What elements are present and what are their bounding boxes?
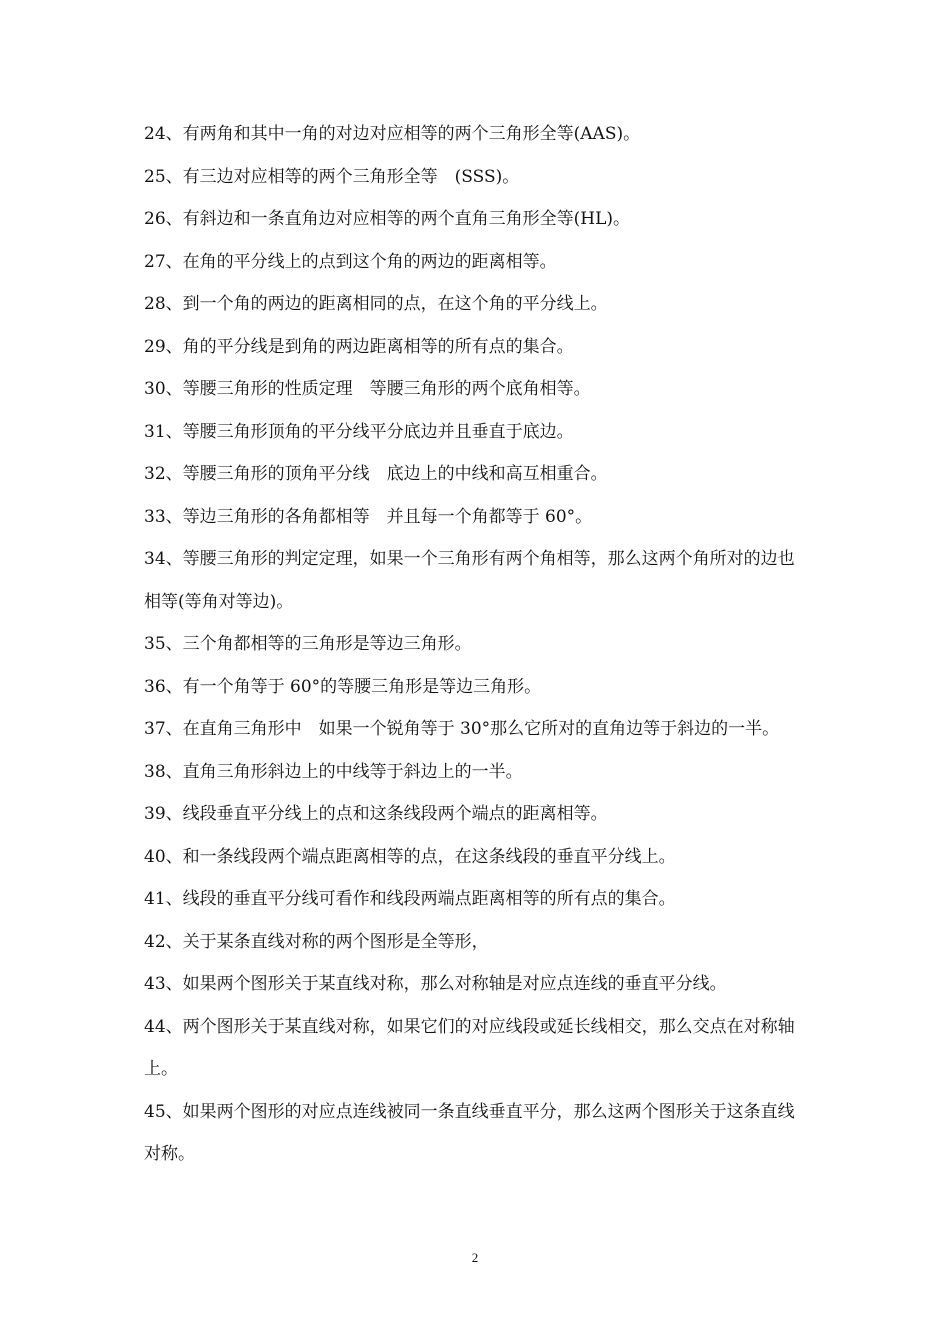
theorem-item: 36、有一个角等于 60°的等腰三角形是等边三角形。	[144, 676, 542, 697]
theorem-item: 41、线段的垂直平分线可看作和线段两端点距离相等的所有点的集合。	[144, 889, 676, 909]
theorem-item: 39、线段垂直平分线上的点和这条线段两个端点的距离相等。	[144, 804, 608, 824]
theorem-item: 45、如果两个图形的对应点连线被同一条直线垂直平分，那么这两个图形关于这条直线对称。	[144, 1101, 795, 1164]
theorem-item: 34、等腰三角形的判定定理，如果一个三角形有两个角相等，那么这两个角所对的边也相等(等角对等边)。	[144, 549, 795, 612]
theorem-item: 43、如果两个图形关于某直线对称，那么对称轴是对应点连线的垂直平分线。	[144, 974, 727, 994]
page-number: 2	[471, 1250, 479, 1265]
theorem-item: 30、等腰三角形的性质定理 等腰三角形的两个底角相等。	[144, 379, 591, 399]
theorem-item: 40、和一条线段两个端点距离相等的点，在这条线段的垂直平分线上。	[144, 846, 676, 867]
theorem-item: 24、有两角和其中一角的对边对应相等的两个三角形全等(AAS)。	[144, 124, 641, 144]
theorem-list	[144, 113, 809, 1176]
theorem-item: 44、两个图形关于某直线对称，如果它们的对应线段或延长线相交，那么交点在对称轴上。	[144, 1016, 795, 1079]
theorem-item: 28、到一个角的两边的距离相同的点，在这个角的平分线上。	[144, 294, 608, 314]
theorem-item: 31、等腰三角形顶角的平分线平分底边并且垂直于底边。	[144, 421, 574, 442]
theorem-item: 26、有斜边和一条直角边对应相等的两个直角三角形全等(HL)。	[144, 209, 631, 229]
theorem-item: 29、角的平分线是到角的两边距离相等的所有点的集合。	[144, 336, 574, 357]
theorem-item: 27、在角的平分线上的点到这个角的两边的距离相等。	[144, 251, 557, 272]
theorem-item: 35、三个角都相等的三角形是等边三角形。	[144, 634, 472, 654]
theorem-item: 33、等边三角形的各角都相等 并且每一个角都等于 60°。	[144, 506, 593, 527]
theorem-item: 25、有三边对应相等的两个三角形全等 (SSS)。	[144, 166, 520, 187]
theorem-item: 37、在直角三角形中 如果一个锐角等于 30°那么它所对的直角边等于斜边的一半。	[144, 719, 780, 739]
theorem-item: 38、直角三角形斜边上的中线等于斜边上的一半。	[144, 761, 523, 782]
theorem-item: 32、等腰三角形的顶角平分线 底边上的中线和高互相重合。	[144, 464, 608, 484]
theorem-item: 42、关于某条直线对称的两个图形是全等形，	[144, 931, 489, 952]
